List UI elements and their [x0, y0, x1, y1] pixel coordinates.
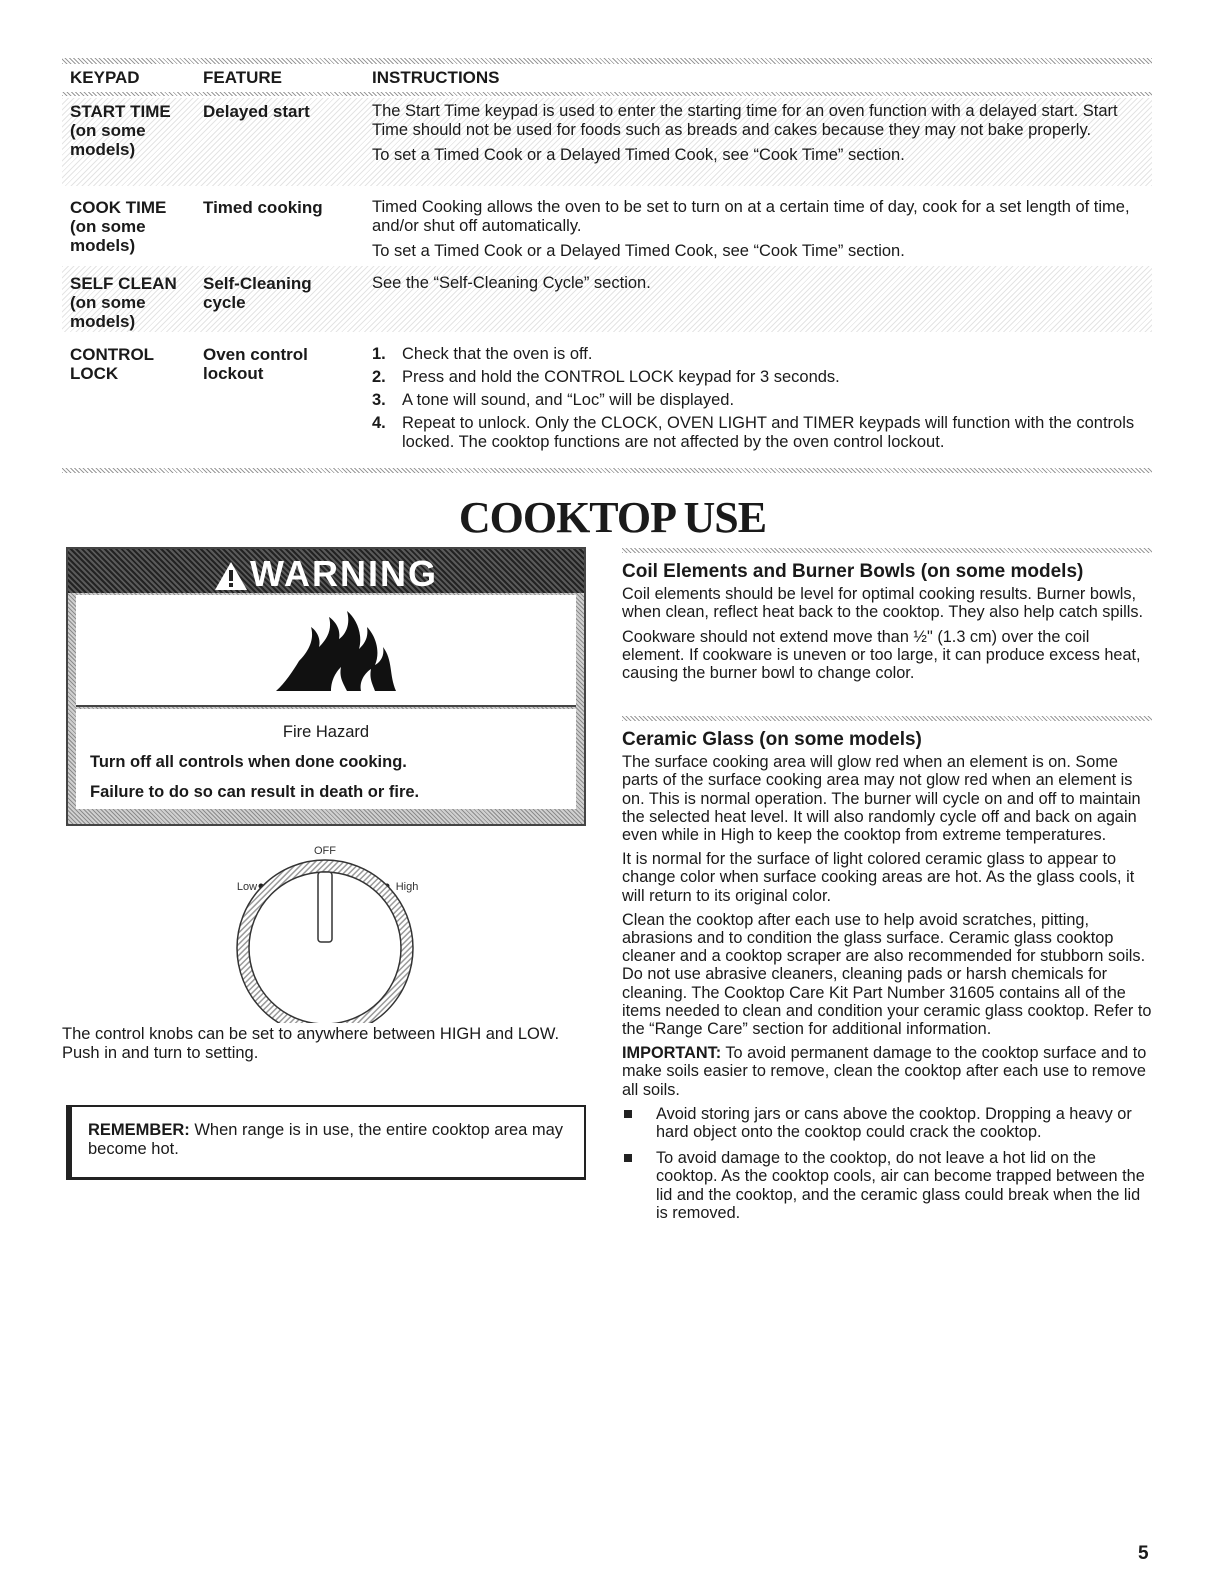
instructions-cell — [372, 345, 1142, 456]
instructions-cell: The Start Time keypad is used to enter the starting time for an oven function with a delayed start. Start Time should not be used for foods such as breads and cakes because they may not bake properly. To set a Timed Cook or a Delayed Timed Cook, see “Cook Time” section. — [372, 102, 1118, 164]
important-note: IMPORTANT: To avoid permanent damage to the cooktop surface and to make soils easier to remove, clean the cooktop after each use to remove all soils. — [622, 1044, 1147, 1099]
warning-signal-word: WARNING — [250, 553, 438, 594]
knob-handle — [318, 872, 332, 942]
feature-cell: Self-Cleaning cycle — [203, 274, 312, 312]
coil-section — [622, 548, 1154, 688]
feature-cell: Oven control lockout — [203, 345, 308, 383]
ceramic-paragraph: The surface cooking area will glow red when an element is on. Some parts of the surface cooking area may not glow red when an element is on. This is normal operation. The burner will cycle on and off to maintain the selected heat level. It will also randomly cycle off and back on again even while in High to keep the cooktop from extreme temperatures. — [622, 753, 1141, 845]
instructions-cell: See the “Self-Cleaning Cycle” section. — [372, 274, 651, 292]
remember-box — [66, 1105, 586, 1180]
header-keypad: KEYPAD — [70, 68, 140, 87]
ceramic-section — [622, 716, 1154, 1230]
hazard-type: Fire Hazard — [282, 723, 370, 741]
list-item: 1. Check that the oven is off. — [372, 345, 593, 363]
control-knob-diagram — [225, 838, 425, 1023]
section-title: COOKTOP USE — [458, 493, 767, 542]
keypad-cell: SELF CLEAN (on some models) — [70, 274, 177, 331]
coil-paragraph: Cookware should not extend move than ½" (1.3 cm) over the coil element. If cookware is uneven or too large, it can produce excess heat, causing the burner bowl to change color. — [622, 627, 1141, 683]
coil-heading: Coil Elements and Burner Bowls (on some models) — [622, 561, 1084, 582]
table-row — [62, 98, 1152, 186]
warning-instruction: Turn off all controls when done cooking. — [90, 753, 407, 771]
remember-text: When range is in use, the entire cooktop area may become hot. — [88, 1121, 564, 1158]
list-item: 2. Press and hold the CONTROL LOCK keypad for 3 seconds. — [372, 368, 840, 386]
top-divider — [62, 58, 1152, 64]
lockout-steps — [372, 345, 1142, 452]
bullet-square-icon — [624, 1110, 632, 1118]
warning-box — [66, 547, 586, 826]
knob-label-low: Low — [236, 881, 258, 893]
warning-message — [76, 709, 576, 809]
knob-label-off: OFF — [314, 845, 336, 857]
ceramic-paragraph: It is normal for the surface of light colored ceramic glass to appear to change color when surface cooking areas are hot. As the glass cools, it will return to its original color. — [622, 850, 1135, 905]
feature-cell: Timed cooking — [203, 198, 323, 217]
section-divider — [622, 548, 1152, 553]
table-row — [62, 342, 1152, 457]
header-divider — [62, 92, 1152, 96]
remember-label: REMEMBER: — [88, 1121, 190, 1139]
ceramic-heading: Ceramic Glass (on some models) — [622, 729, 922, 750]
keypad-cell: CONTROL LOCK — [70, 345, 155, 383]
keypad-cell: COOK TIME (on some models) — [70, 198, 167, 255]
warning-triangle-icon — [214, 561, 248, 591]
section-divider — [622, 716, 1152, 721]
warning-header — [68, 549, 584, 593]
warning-pictogram-area — [76, 595, 576, 707]
warning-consequence: Failure to do so can result in death or fire. — [90, 783, 420, 801]
instructions-cell: Timed Cooking allows the oven to be set to turn on at a certain time of day, cook for a set length of time, and/or shut off automatically. To set a Timed Cook or a Delayed Timed Cook, see “Cook Time” section. — [372, 198, 1130, 260]
header-instructions: INSTRUCTIONS — [372, 68, 500, 87]
list-item: 3. A tone will sound, and “Loc” will be displayed. — [372, 391, 735, 409]
table-row — [62, 266, 1152, 332]
coil-paragraph: Coil elements should be level for optimal cooking results. Burner bowls, when clean, reflect heat back to the cooktop. They also help catch spills. — [622, 585, 1143, 622]
list-item: To avoid damage to the cooktop, do not leave a hot lid on the cooktop. As the cooktop cools, air can become trapped between the lid and the cooktop, and the ceramic glass could break when the lid is removed. — [622, 1149, 1154, 1222]
table-bottom-divider — [62, 468, 1152, 473]
ceramic-paragraph: Clean the cooktop after each use to help avoid scratches, pitting, abrasions and to condition the glass surface. Ceramic glass cooktop cleaner and a cooktop scraper are also recommended for stubborn soils. Do not use abrasive cleaners, cleaning pads or harsh chemicals for cleaning. The Cooktop Care Kit Part Number 31605 contains all of the items needed to clean and condition your ceramic glass cooktop. Refer to the “Range Care” section for additional information. — [622, 910, 1152, 1039]
feature-cell: Delayed start — [203, 102, 310, 121]
keypad-cell: START TIME (on some models) — [70, 102, 171, 159]
bullet-square-icon — [624, 1154, 632, 1162]
fire-icon — [271, 605, 401, 695]
page-number: 5 — [1138, 1543, 1149, 1564]
knob-caption: The control knobs can be set to anywhere between HIGH and LOW. Push in and turn to setting. — [62, 1025, 560, 1062]
list-item: Avoid storing jars or cans above the cooktop. Dropping a heavy or hard object onto the cooktop could crack the cooktop. — [622, 1105, 1154, 1141]
list-item: 4. Repeat to unlock. Only the CLOCK, OVEN LIGHT and TIMER keypads will function with the controls locked. The cooktop functions are not affected by the oven control lockout. — [372, 414, 1135, 451]
knob-label-high: High — [395, 881, 419, 893]
header-feature: FEATURE — [203, 68, 283, 87]
important-label: IMPORTANT: — [622, 1044, 722, 1063]
table-row — [62, 194, 1152, 258]
